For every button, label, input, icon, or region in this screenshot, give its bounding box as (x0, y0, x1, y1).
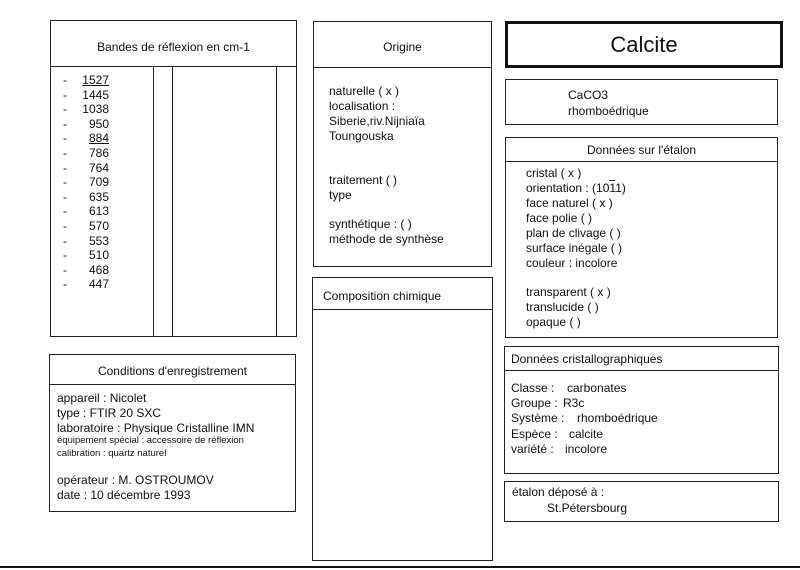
cristallo-variete-value: incolore (565, 442, 608, 456)
band-row (63, 277, 123, 292)
conditions-header-label: Conditions d'enregistrement (97, 364, 248, 378)
band-value: 635 (88, 189, 109, 204)
band-dash: - (63, 102, 67, 117)
band-row (63, 263, 123, 278)
conditions-panel (49, 354, 296, 512)
band-row (63, 131, 123, 146)
band-row (63, 161, 123, 176)
cristallo-classe-label: Classe : (511, 381, 555, 395)
cristallo-systeme-label: Système : (511, 411, 565, 425)
etalon-header (506, 138, 777, 162)
band-dash: - (63, 146, 67, 160)
cristallo-espece-value: calcite (569, 427, 604, 441)
depot-label: étalon déposé à : (512, 485, 605, 499)
etalon-face-naturel: face naturel ( x ) (526, 196, 613, 210)
formula-text: CaCO3 (568, 88, 609, 102)
band-dash: - (63, 189, 67, 204)
band-value: 1527 (82, 73, 109, 87)
composition-header-label: Composition chimique (323, 289, 442, 303)
etalon-couleur: couleur : incolore (526, 256, 618, 270)
cristallo-variete-label: variété : (511, 442, 554, 456)
orientation-bar-digit: 1 (609, 181, 616, 195)
etalon-opaque: opaque ( ) (526, 315, 581, 329)
band-dash: - (63, 219, 67, 233)
formula-system: rhomboédrique (568, 104, 649, 118)
band-dash: - (63, 160, 67, 175)
bands-column-divider (276, 67, 277, 336)
bands-header-label: Bandes de réflexion en cm-1 (97, 40, 250, 54)
band-value: 613 (88, 204, 109, 219)
band-value: 786 (88, 146, 109, 160)
band-dash: - (63, 87, 67, 102)
cristallo-groupe-label: Groupe : (511, 396, 558, 410)
conditions-equipement: équipement spécial : accessoire de réflexion (57, 435, 244, 446)
etalon-translucide: translucide ( ) (526, 300, 599, 314)
conditions-header (50, 355, 295, 385)
cristallo-header-label: Données cristallographiques (511, 352, 663, 366)
cristallo-header (505, 347, 778, 371)
band-row (63, 117, 123, 132)
band-dash: - (63, 131, 67, 146)
origine-header-label: Origine (383, 40, 422, 54)
origine-methode: méthode de synthèse (329, 232, 444, 246)
origine-place-line2: Toungouska (329, 129, 394, 143)
origine-type: type (329, 188, 352, 202)
band-dash: - (63, 233, 67, 248)
band-value: 447 (88, 277, 109, 292)
composition-header (313, 278, 492, 310)
bands-column-divider (172, 67, 173, 336)
etalon-face-polie: face polie ( ) (526, 211, 593, 225)
etalon-panel (505, 137, 778, 338)
band-dash: - (63, 204, 67, 219)
band-value: 570 (88, 219, 109, 233)
origine-header (314, 22, 491, 68)
etalon-surface: surface inégale ( ) (526, 241, 623, 255)
conditions-date: date : 10 décembre 1993 (57, 488, 191, 502)
origine-synthetique: synthétique : ( ) (329, 217, 412, 231)
cristallo-espece-label: Espèce : (511, 427, 558, 441)
band-row (63, 88, 123, 103)
cristallo-systeme-value: rhomboédrique (577, 411, 658, 425)
band-row (63, 190, 123, 205)
formula-chemical (568, 88, 608, 103)
band-dash: - (63, 116, 67, 131)
band-value: 553 (88, 233, 109, 248)
band-value: 468 (88, 262, 109, 277)
band-row (63, 146, 123, 161)
conditions-calibration: calibration : quartz naturel (57, 448, 167, 459)
conditions-type: type : FTIR 20 SXC (57, 406, 162, 420)
bottom-rule (0, 566, 800, 568)
bands-column-divider (153, 67, 154, 336)
depot-place: St.Pétersbourg (547, 501, 628, 515)
origine-naturelle: naturelle ( x ) (329, 84, 400, 98)
band-row (63, 234, 123, 249)
etalon-plan-clivage: plan de clivage ( ) (526, 226, 621, 240)
conditions-laboratoire: laboratoire : Physique Cristalline IMN (57, 421, 255, 435)
cristallo-groupe-value: R3c (563, 396, 585, 410)
bands-header (51, 21, 296, 67)
band-row (63, 73, 123, 88)
origine-localisation: localisation : (329, 99, 396, 113)
orientation-suffix: 1) (615, 181, 626, 195)
bands-panel (50, 20, 297, 337)
bands-table (51, 67, 296, 336)
origine-place-line1: Siberie,riv.Nijniaïa (329, 114, 425, 128)
band-row (63, 219, 123, 234)
band-row (63, 102, 123, 117)
band-row (63, 248, 123, 263)
band-dash: - (63, 175, 67, 190)
band-value: 764 (88, 160, 109, 175)
band-value: 950 (88, 116, 109, 131)
etalon-header-label: Données sur l'étalon (586, 143, 697, 157)
composition-panel (312, 277, 493, 561)
band-row (63, 204, 123, 219)
etalon-cristal: cristal ( x ) (526, 166, 582, 180)
band-dash: - (63, 262, 67, 277)
orientation-prefix: orientation : (10 (526, 181, 610, 195)
origine-traitement: traitement ( ) (329, 173, 398, 187)
mineral-title: Calcite (505, 21, 783, 68)
conditions-operateur: opérateur : M. OSTROUMOV (57, 473, 214, 487)
band-value: 709 (88, 175, 109, 190)
band-value: 1445 (82, 87, 109, 102)
band-dash: - (63, 277, 67, 292)
etalon-orientation (526, 181, 626, 196)
formula-panel (505, 79, 778, 125)
cristallo-panel (504, 346, 779, 474)
band-value: 884 (88, 131, 109, 146)
band-value: 510 (88, 248, 109, 263)
band-row (63, 175, 123, 190)
conditions-appareil: appareil : Nicolet (57, 391, 147, 405)
band-dash: - (63, 248, 67, 263)
cristallo-classe-value: carbonates (567, 381, 627, 395)
band-dash: - (63, 73, 67, 87)
origine-panel (313, 21, 492, 267)
depot-panel (504, 481, 779, 522)
etalon-transparent: transparent ( x ) (526, 285, 611, 299)
band-value: 1038 (82, 102, 109, 117)
